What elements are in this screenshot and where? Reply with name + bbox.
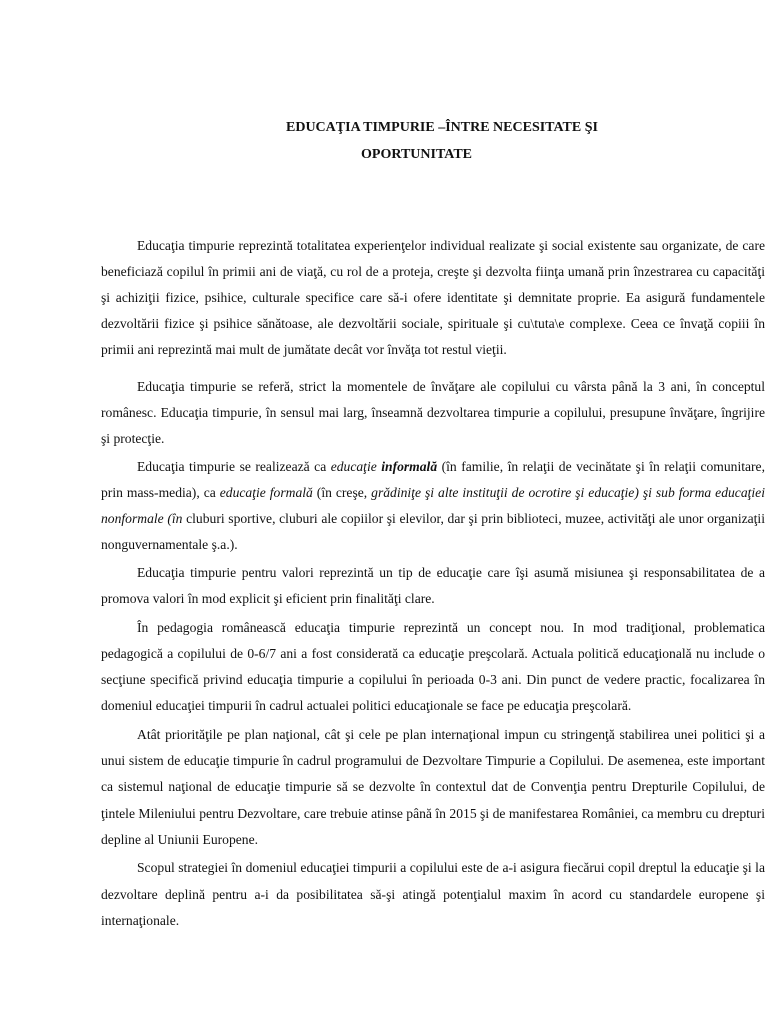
paragraph-3-italic-a: educaţie — [330, 459, 382, 474]
paragraph-7: Scopul strategiei în domeniul educaţiei timpurii a copilului este de a-i asigura fiecărui copil dreptul la educaţie şi la dezvoltare deplină pentru a-i da posibilitatea să-şi atingă potenţialul maxim în acord cu standardele europene şi internaţionale. — [101, 860, 765, 928]
paragraph-3-italic-b: educaţie formală — [219, 485, 313, 500]
paragraph-2: Educaţia timpurie se referă, strict la momentele de învăţare ale copilului cu vârsta până la 3 ani, în conceptul românesc. Educaţia timpurie, în sensul mai larg, înseamnă dezvoltarea timpurie a copilului, presupune învăţare, îngrijire şi protecţie. — [101, 379, 765, 446]
paragraph-4: Educaţia timpurie pentru valori reprezintă un tip de educaţie care îşi asumă misiunea şi responsabilitatea de a promova valori în mod explicit şi eficient prin finalităţi clare. — [101, 565, 765, 607]
paragraph-3-text-a: Educaţia timpurie se realizează ca — [137, 459, 331, 474]
paragraph-3-text-b: (în familie, în relaţii de vecinătate şi în relaţii comunitare, prin mass-media), ca — [101, 459, 765, 500]
paragraph-3-text-c: (în creşe, — [312, 485, 372, 500]
paragraph-1: Educaţia timpurie reprezintă totalitatea experienţelor individual realizate şi social existente sau organizate, de care beneficiază copilul în primii ani de viaţă, cu rol de a proteja, creşte şi dezvolta fiinţa umană prin înzestrarea cu capacităţi şi achiziţii fizice, psihice, culturale specifice care să-i ofere identitate şi demnitate proprie. Ea asigură fundamentele dezvoltării fizice şi psihice sănătoase, ale dezvoltării sociale, spirituale şi cu\tuta\e complexe. Ceea ce învaţă copiii în primii ani reprezintă mai mult de jumătate decât vor învăţa tot restul vieţii. — [101, 238, 765, 357]
document-title-line-2: OPORTUNITATE — [361, 147, 473, 162]
paragraph-5: În pedagogia românească educaţia timpurie reprezintă un concept nou. In mod tradiţional, problematica pedagogică a copilului de 0-6/7 ani a fost considerată ca educaţie preşcolară. Actuala politică educaţională nu include o secţiune specifică privind educaţia timpurie a copilului în perioada 0-3 ani. Din punct de vedere practic, focalizarea în domeniul educaţiei timpurii în cadrul actualei politici educaţionale se face pe educaţia preşcolară. — [101, 619, 765, 714]
paragraph-3 — [101, 454, 765, 558]
document-title-line-1: EDUCAŢIA TIMPURIE –ÎNTRE NECESITATE ŞI — [286, 120, 598, 135]
paragraph-3-text-d: cluburi sportive, cluburi ale copiilor şi elevilor, dar şi prin biblioteci, muzee, activităţi ale unor organizaţii nonguvernamentale ş.a.). — [101, 511, 765, 552]
paragraph-3-bold-italic: informală — [381, 459, 438, 474]
document-body — [101, 233, 765, 934]
paragraph-6: Atât priorităţile pe plan naţional, cât şi cele pe plan internaţional impun cu stringenţă stabilirea unei politici şi a unui sistem de educaţie timpurie în cadrul programului de Dezvoltare Timpurie a Copilului. De asemenea, este important ca sistemul naţional de educaţie timpurie să se dezvolte în contextul dat de Convenţia pentru Drepturile Copilului, de ţintele Mileniului pentru Dezvoltare, care trebuie atinse până în 2015 şi de manifestarea României, ca membru cu drepturi depline al Uniunii Europene. — [101, 726, 765, 847]
paragraph-3-italic-c: grădiniţe şi alte instituţii de ocrotire şi educaţie) şi sub forma educaţiei nonformale (în — [101, 485, 765, 526]
